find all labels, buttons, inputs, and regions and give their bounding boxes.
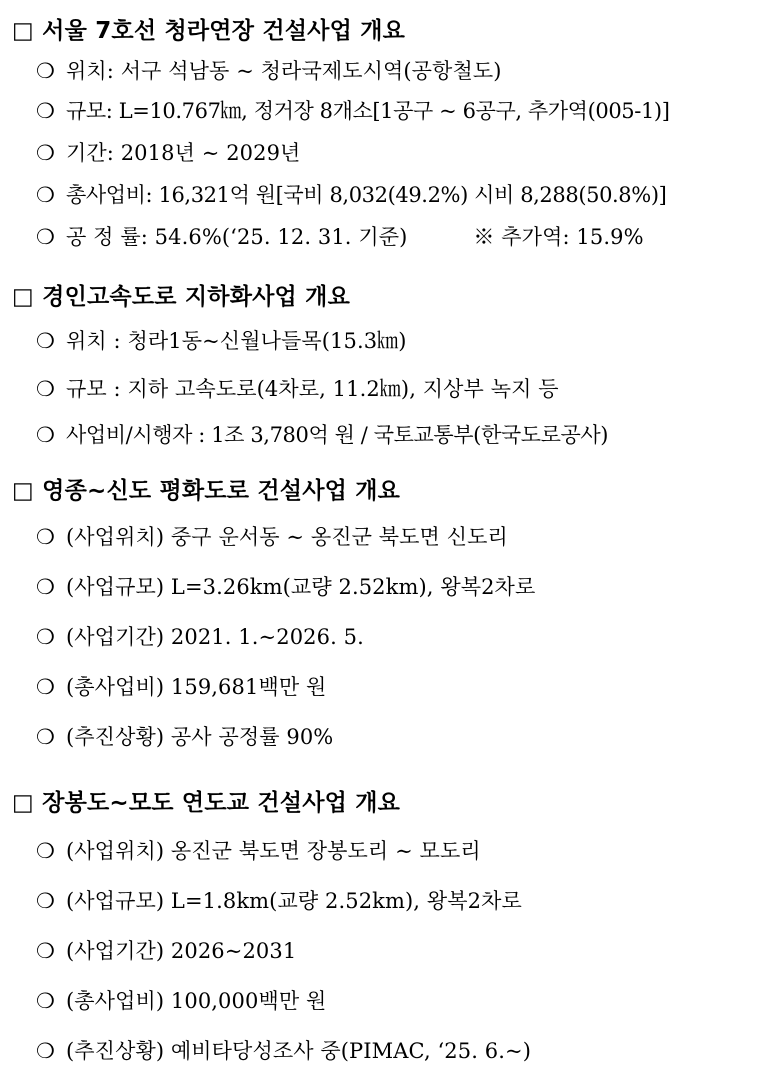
list-item: [36, 886, 522, 916]
section-title: 영종~신도 평화도로 건설사업 개요: [42, 478, 401, 504]
item-text: (사업위치) 중구 운서동 ∼ 옹진군 북도면 신도리: [66, 525, 508, 549]
section-box-marker: □: [12, 478, 34, 504]
section-heading-gyeongin-expressway: [12, 282, 350, 312]
item-text: (사업규모) L=1.8km(교량 2.52km), 왕복2차로: [66, 889, 522, 913]
circle-bullet: ❍: [36, 525, 55, 549]
list-item: [36, 572, 535, 602]
circle-bullet: ❍: [36, 839, 55, 863]
item-text: 공 정 률: 54.6%(‘25. 12. 31. 기준): [66, 225, 408, 249]
list-item: [36, 722, 333, 752]
list-item: [36, 374, 559, 404]
item-text: 규모: L=10.767㎞, 정거장 8개소[1공구 ~ 6공구, 추가역(005-1)]: [66, 99, 670, 123]
list-item: [36, 672, 326, 702]
circle-bullet: ❍: [36, 889, 55, 913]
item-text: (사업기간) 2021. 1.∼2026. 5.: [66, 625, 364, 649]
item-text: 위치 : 청라1동~신월나들목(15.3㎞): [66, 329, 407, 353]
circle-bullet: ❍: [36, 575, 55, 599]
circle-bullet: ❍: [36, 625, 55, 649]
list-item: [36, 420, 608, 450]
list-item: [36, 222, 644, 252]
circle-bullet: ❍: [36, 183, 55, 207]
item-text: 규모 : 지하 고속도로(4차로, 11.2㎞), 지상부 녹지 등: [66, 377, 559, 401]
list-item: [36, 936, 296, 966]
item-text: (추진상황) 예비타당성조사 중(PIMAC, ‘25. 6.~): [66, 1039, 531, 1063]
item-text: (총사업비) 159,681백만 원: [66, 675, 327, 699]
section-box-marker: □: [12, 18, 34, 44]
item-text: 사업비/시행자 : 1조 3,780억 원 / 국토교통부(한국도로공사): [66, 423, 609, 447]
circle-bullet: ❍: [36, 59, 55, 83]
item-text: 기간: 2018년 ∼ 2029년: [66, 141, 301, 165]
circle-bullet: ❍: [36, 989, 55, 1013]
circle-bullet: ❍: [36, 939, 55, 963]
list-item: [36, 56, 502, 86]
section-heading-jangbong-modo-bridge: [12, 788, 400, 818]
circle-bullet: ❍: [36, 225, 55, 249]
section-title: 장봉도~모도 연도교 건설사업 개요: [42, 790, 401, 816]
section-heading-peace-road: [12, 476, 400, 506]
item-text: (추진상황) 공사 공정률 90%: [66, 725, 334, 749]
circle-bullet: ❍: [36, 423, 55, 447]
item-text: (총사업비) 100,000백만 원: [66, 989, 327, 1013]
section-heading-line7-extension: [12, 16, 405, 46]
circle-bullet: ❍: [36, 141, 55, 165]
item-text: 위치: 서구 석남동 ~ 청라국제도시역(공항철도): [66, 59, 502, 83]
list-item: [36, 326, 407, 356]
list-item: [36, 836, 481, 866]
circle-bullet: ❍: [36, 725, 55, 749]
item-text: (사업규모) L=3.26km(교량 2.52km), 왕복2차로: [66, 575, 536, 599]
list-item: [36, 180, 666, 210]
list-item: [36, 522, 508, 552]
section-title: 경인고속도로 지하화사업 개요: [42, 284, 351, 310]
item-text: (사업위치) 옹진군 북도면 장봉도리 ∼ 모도리: [66, 839, 481, 863]
additional-station-note: ※ 추가역: 15.9%: [473, 225, 644, 249]
section-title: 서울 7호선 청라연장 건설사업 개요: [42, 18, 406, 44]
section-box-marker: □: [12, 284, 34, 310]
section-box-marker: □: [12, 790, 34, 816]
item-text: 총사업비: 16,321억 원[국비 8,032(49.2%) 시비 8,288(50.8%)]: [66, 183, 667, 207]
circle-bullet: ❍: [36, 99, 55, 123]
list-item: [36, 1036, 531, 1066]
item-text: (사업기간) 2026∼2031: [66, 939, 297, 963]
circle-bullet: ❍: [36, 1039, 55, 1063]
circle-bullet: ❍: [36, 329, 55, 353]
list-item: [36, 138, 300, 168]
list-item: [36, 96, 670, 126]
circle-bullet: ❍: [36, 675, 55, 699]
circle-bullet: ❍: [36, 377, 55, 401]
list-item: [36, 622, 364, 652]
list-item: [36, 986, 326, 1016]
